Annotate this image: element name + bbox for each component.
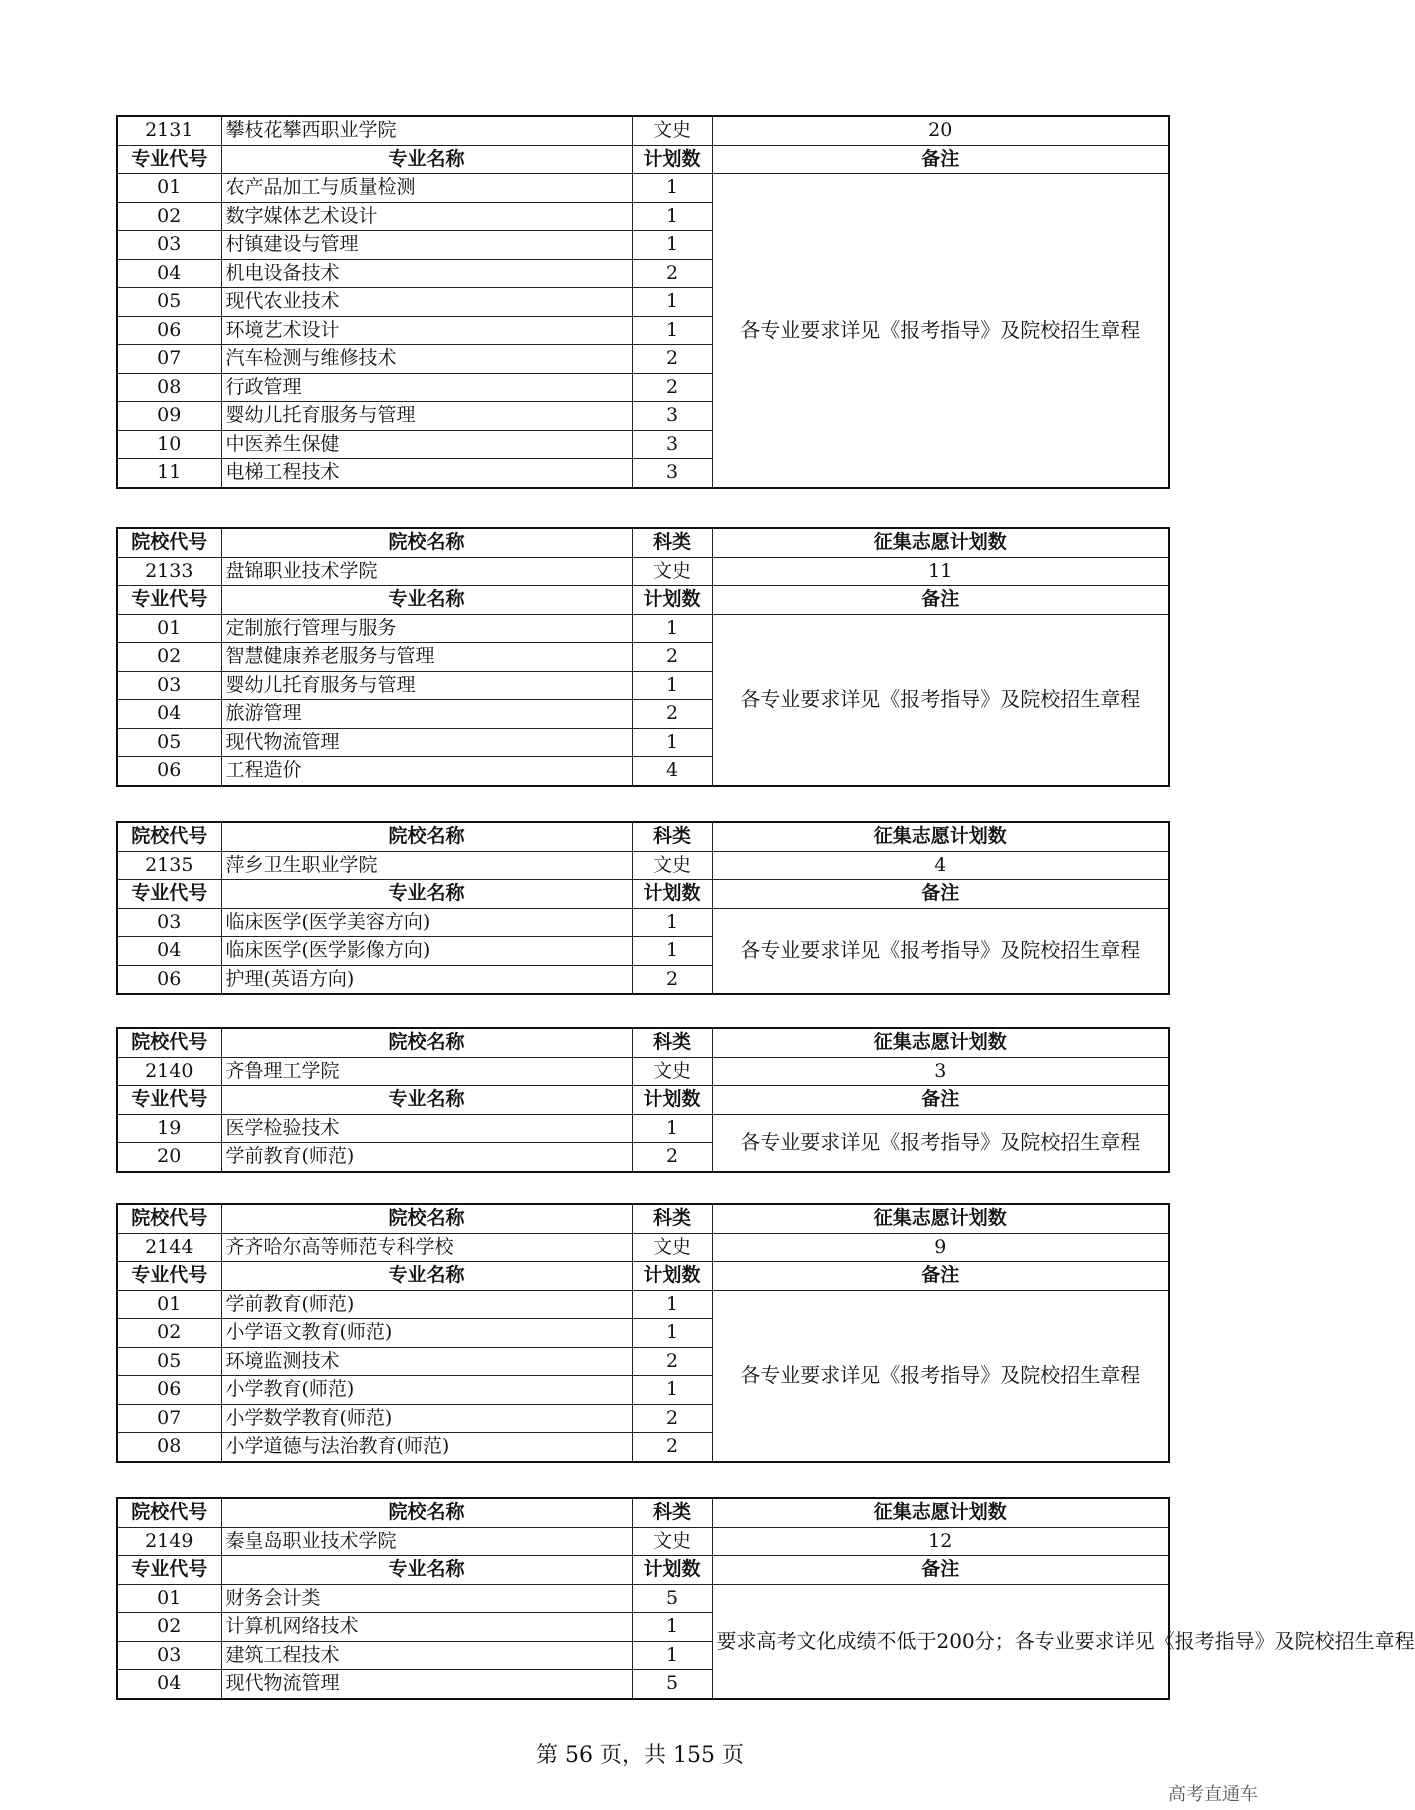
major-code: 05 [117, 288, 221, 317]
major-plan: 4 [632, 757, 712, 786]
major-name: 机电设备技术 [221, 259, 632, 288]
school-name-header: 院校名称 [221, 1498, 632, 1527]
major-name: 村镇建设与管理 [221, 231, 632, 260]
major-code: 10 [117, 430, 221, 459]
major-name: 小学教育(师范) [221, 1376, 632, 1405]
note-cell: 各专业要求详见《报考指导》及院校招生章程 [712, 908, 1169, 994]
major-code-header: 专业代号 [117, 880, 221, 909]
table-row [117, 1114, 1169, 1143]
plan-header: 计划数 [632, 1556, 712, 1585]
school-name-header: 院校名称 [221, 822, 632, 851]
major-name: 婴幼儿托育服务与管理 [221, 671, 632, 700]
watermark: 高考直通车 [1168, 1784, 1258, 1805]
major-plan: 5 [632, 1670, 712, 1699]
major-name: 现代农业技术 [221, 288, 632, 317]
note-header: 备注 [712, 586, 1169, 615]
major-name: 现代物流管理 [221, 1670, 632, 1699]
major-plan: 5 [632, 1584, 712, 1613]
plan-header: 计划数 [632, 1086, 712, 1115]
school-row [117, 557, 1169, 586]
plan-total-header: 征集志愿计划数 [712, 1204, 1169, 1233]
major-name: 现代物流管理 [221, 728, 632, 757]
major-code: 04 [117, 1670, 221, 1699]
school-row [117, 1057, 1169, 1086]
major-code-header: 专业代号 [117, 145, 221, 174]
major-plan: 2 [632, 1347, 712, 1376]
major-plan: 3 [632, 402, 712, 431]
category-header: 科类 [632, 1498, 712, 1527]
major-plan: 1 [632, 1319, 712, 1348]
school-code-header: 院校代号 [117, 528, 221, 557]
major-name: 建筑工程技术 [221, 1641, 632, 1670]
school-code-header: 院校代号 [117, 1204, 221, 1233]
school-code-header: 院校代号 [117, 822, 221, 851]
school-block-2149 [116, 1497, 1415, 1700]
note-header: 备注 [712, 1556, 1169, 1585]
major-plan: 1 [632, 937, 712, 966]
school-plan-total: 4 [712, 851, 1169, 880]
major-plan: 2 [632, 700, 712, 729]
major-header-row [117, 145, 1169, 174]
school-category: 文史 [632, 851, 712, 880]
major-name: 计算机网络技术 [221, 1613, 632, 1642]
school-plan-total: 9 [712, 1233, 1169, 1262]
admission-table [116, 1497, 1415, 1700]
plan-total-header: 征集志愿计划数 [712, 528, 1169, 557]
major-name: 定制旅行管理与服务 [221, 614, 632, 643]
major-plan: 1 [632, 1114, 712, 1143]
major-name: 农产品加工与质量检测 [221, 174, 632, 203]
admission-table [116, 821, 1170, 995]
major-header-row [117, 1556, 1169, 1585]
note-cell: 各专业要求详见《报考指导》及院校招生章程 [712, 174, 1169, 488]
school-name: 秦皇岛职业技术学院 [221, 1527, 632, 1556]
school-code: 2140 [117, 1057, 221, 1086]
note-cell: 各专业要求详见《报考指导》及院校招生章程 [712, 1290, 1169, 1462]
major-plan: 1 [632, 231, 712, 260]
major-plan: 2 [632, 345, 712, 374]
major-name: 汽车检测与维修技术 [221, 345, 632, 374]
major-plan: 1 [632, 316, 712, 345]
major-name: 财务会计类 [221, 1584, 632, 1613]
major-name: 行政管理 [221, 373, 632, 402]
plan-total-header: 征集志愿计划数 [712, 1028, 1169, 1057]
major-plan: 3 [632, 459, 712, 488]
major-code: 01 [117, 1290, 221, 1319]
major-name: 护理(英语方向) [221, 965, 632, 994]
major-name-header: 专业名称 [221, 145, 632, 174]
school-row [117, 1527, 1169, 1556]
major-code: 19 [117, 1114, 221, 1143]
major-header-row [117, 586, 1169, 615]
major-plan: 1 [632, 614, 712, 643]
note-cell: 各专业要求详见《报考指导》及院校招生章程 [712, 614, 1169, 786]
school-name: 盘锦职业技术学院 [221, 557, 632, 586]
school-row [117, 116, 1169, 145]
plan-total-header: 征集志愿计划数 [712, 822, 1169, 851]
major-plan: 3 [632, 430, 712, 459]
major-header-row [117, 1086, 1169, 1115]
major-code: 04 [117, 700, 221, 729]
plan-header: 计划数 [632, 586, 712, 615]
major-plan: 2 [632, 965, 712, 994]
major-name: 临床医学(医学美容方向) [221, 908, 632, 937]
school-category: 文史 [632, 1233, 712, 1262]
school-plan-total: 11 [712, 557, 1169, 586]
school-block-2140 [116, 1027, 1168, 1173]
school-category: 文史 [632, 557, 712, 586]
category-header: 科类 [632, 822, 712, 851]
school-block-2135 [116, 821, 1168, 995]
major-name-header: 专业名称 [221, 586, 632, 615]
school-name-header: 院校名称 [221, 1028, 632, 1057]
admission-table [116, 1027, 1170, 1173]
major-code: 03 [117, 908, 221, 937]
major-name-header: 专业名称 [221, 1556, 632, 1585]
table-row [117, 614, 1169, 643]
school-code: 2133 [117, 557, 221, 586]
major-header-row [117, 880, 1169, 909]
major-plan: 1 [632, 1290, 712, 1319]
plan-header: 计划数 [632, 1262, 712, 1291]
school-plan-total: 3 [712, 1057, 1169, 1086]
major-name: 临床医学(医学影像方向) [221, 937, 632, 966]
major-plan: 2 [632, 259, 712, 288]
school-name: 萍乡卫生职业学院 [221, 851, 632, 880]
category-header: 科类 [632, 1204, 712, 1233]
school-code: 2131 [117, 116, 221, 145]
note-header: 备注 [712, 880, 1169, 909]
school-code-header: 院校代号 [117, 1028, 221, 1057]
school-block-2131 [116, 115, 1168, 489]
major-code: 04 [117, 937, 221, 966]
table-row [117, 908, 1169, 937]
major-code: 08 [117, 1433, 221, 1462]
major-plan: 1 [632, 1376, 712, 1405]
note-cell: 要求高考文化成绩不低于200分；各专业要求详见《报考指导》及院校招生章程 [712, 1584, 1169, 1699]
school-block-2133 [116, 527, 1168, 787]
major-plan: 1 [632, 1613, 712, 1642]
major-code: 03 [117, 1641, 221, 1670]
school-header-row [117, 528, 1169, 557]
major-name: 数字媒体艺术设计 [221, 202, 632, 231]
major-code: 01 [117, 614, 221, 643]
major-code: 05 [117, 1347, 221, 1376]
major-name: 学前教育(师范) [221, 1290, 632, 1319]
major-name: 电梯工程技术 [221, 459, 632, 488]
school-category: 文史 [632, 116, 712, 145]
major-code: 02 [117, 1319, 221, 1348]
major-plan: 2 [632, 1404, 712, 1433]
major-name: 小学道德与法治教育(师范) [221, 1433, 632, 1462]
major-code: 06 [117, 1376, 221, 1405]
table-row [117, 1584, 1169, 1613]
school-name: 攀枝花攀西职业学院 [221, 116, 632, 145]
major-plan: 2 [632, 1143, 712, 1172]
major-name: 环境艺术设计 [221, 316, 632, 345]
major-code: 02 [117, 1613, 221, 1642]
major-name-header: 专业名称 [221, 1086, 632, 1115]
major-plan: 1 [632, 671, 712, 700]
major-code: 01 [117, 174, 221, 203]
major-name: 小学数学教育(师范) [221, 1404, 632, 1433]
major-plan: 1 [632, 288, 712, 317]
note-header: 备注 [712, 1262, 1169, 1291]
major-code: 06 [117, 316, 221, 345]
major-plan: 2 [632, 1433, 712, 1462]
major-code-header: 专业代号 [117, 1086, 221, 1115]
school-header-row [117, 1498, 1169, 1527]
note-header: 备注 [712, 145, 1169, 174]
major-code-header: 专业代号 [117, 1556, 221, 1585]
school-category: 文史 [632, 1057, 712, 1086]
school-code: 2144 [117, 1233, 221, 1262]
school-plan-total: 12 [712, 1527, 1169, 1556]
school-category: 文史 [632, 1527, 712, 1556]
school-code: 2135 [117, 851, 221, 880]
major-plan: 1 [632, 1641, 712, 1670]
table-row [117, 1290, 1169, 1319]
school-header-row [117, 822, 1169, 851]
school-name-header: 院校名称 [221, 1204, 632, 1233]
major-name: 环境监测技术 [221, 1347, 632, 1376]
major-code: 05 [117, 728, 221, 757]
major-name: 中医养生保健 [221, 430, 632, 459]
school-block-2144 [116, 1203, 1168, 1463]
school-name: 齐鲁理工学院 [221, 1057, 632, 1086]
note-header: 备注 [712, 1086, 1169, 1115]
major-header-row [117, 1262, 1169, 1291]
major-code: 06 [117, 757, 221, 786]
school-row [117, 851, 1169, 880]
major-plan: 1 [632, 728, 712, 757]
school-header-row [117, 1204, 1169, 1233]
school-header-row [117, 1028, 1169, 1057]
admission-table [116, 1203, 1170, 1463]
major-name: 工程造价 [221, 757, 632, 786]
major-code: 07 [117, 1404, 221, 1433]
major-plan: 2 [632, 643, 712, 672]
admission-table [116, 527, 1170, 787]
school-row [117, 1233, 1169, 1262]
major-name: 医学检验技术 [221, 1114, 632, 1143]
table-row [117, 174, 1169, 203]
major-plan: 1 [632, 202, 712, 231]
major-code: 07 [117, 345, 221, 374]
school-name: 齐齐哈尔高等师范专科学校 [221, 1233, 632, 1262]
major-name-header: 专业名称 [221, 880, 632, 909]
major-code: 08 [117, 373, 221, 402]
major-code: 20 [117, 1143, 221, 1172]
plan-header: 计划数 [632, 145, 712, 174]
admission-table [116, 115, 1170, 489]
note-cell: 各专业要求详见《报考指导》及院校招生章程 [712, 1114, 1169, 1172]
plan-total-header: 征集志愿计划数 [712, 1498, 1169, 1527]
major-name: 智慧健康养老服务与管理 [221, 643, 632, 672]
major-name: 小学语文教育(师范) [221, 1319, 632, 1348]
major-plan: 2 [632, 373, 712, 402]
school-name-header: 院校名称 [221, 528, 632, 557]
major-name: 婴幼儿托育服务与管理 [221, 402, 632, 431]
major-name: 学前教育(师范) [221, 1143, 632, 1172]
page-footer: 第 56 页，共 155 页 [536, 1743, 744, 1768]
major-name: 旅游管理 [221, 700, 632, 729]
school-code-header: 院校代号 [117, 1498, 221, 1527]
major-code-header: 专业代号 [117, 586, 221, 615]
major-code: 01 [117, 1584, 221, 1613]
major-code: 11 [117, 459, 221, 488]
plan-header: 计划数 [632, 880, 712, 909]
school-code: 2149 [117, 1527, 221, 1556]
category-header: 科类 [632, 1028, 712, 1057]
major-code: 03 [117, 231, 221, 260]
major-code: 06 [117, 965, 221, 994]
major-code: 03 [117, 671, 221, 700]
category-header: 科类 [632, 528, 712, 557]
major-code: 09 [117, 402, 221, 431]
major-code-header: 专业代号 [117, 1262, 221, 1291]
major-plan: 1 [632, 174, 712, 203]
major-name-header: 专业名称 [221, 1262, 632, 1291]
major-plan: 1 [632, 908, 712, 937]
major-code: 02 [117, 202, 221, 231]
major-code: 04 [117, 259, 221, 288]
major-code: 02 [117, 643, 221, 672]
school-plan-total: 20 [712, 116, 1169, 145]
